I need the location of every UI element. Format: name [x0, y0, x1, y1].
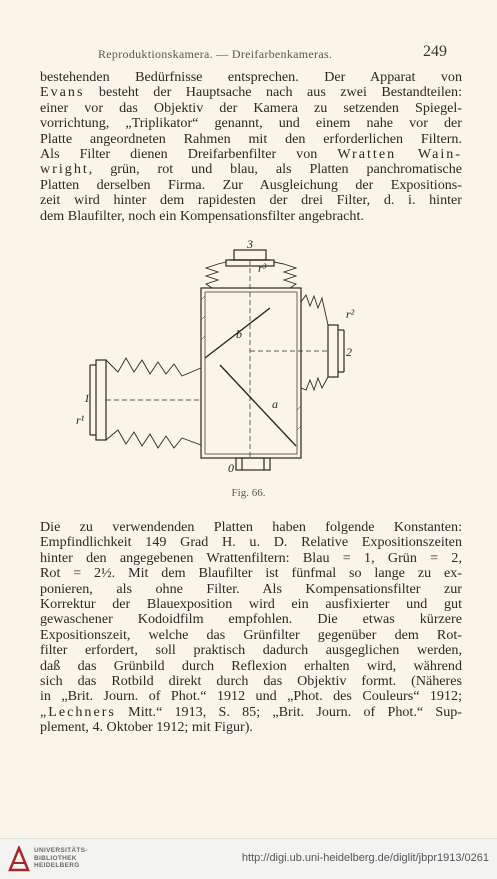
mirror-a	[220, 365, 296, 446]
text-line: daß das Grünbild durch Reflexion erhalten wird, während	[40, 657, 462, 674]
text-line: Platte angeordneten Rahmen mit den erforderlichen Filtern.	[40, 130, 462, 147]
person-name: Evans	[40, 84, 85, 101]
running-title: Reproduktionskamera. — Dreifarbenkameras.	[98, 47, 333, 61]
label-r2: r²	[346, 307, 355, 321]
text-line: dem Blaufilter, noch ein Kompensationsfilter angebracht.	[40, 207, 364, 224]
text-line: Platten derselben Firma. Zur Ausgleichung der Expositions-	[40, 176, 462, 193]
label-2: 2	[346, 345, 352, 359]
text-line: Korrektur der Blauexposition wird ein ausfixierter und gut	[40, 596, 462, 613]
text-line: Evans besteht der Hauptsache nach aus zwei Bestandteilen:	[40, 84, 462, 101]
text-line: Als Filter dienen Dreifarbenfilter von Wratten Wain-	[40, 146, 462, 163]
bottom-lens	[236, 458, 270, 470]
right-filter-holder	[328, 325, 338, 377]
text-line: ponieren, als ohne Filter. Als Kompensationsfilter zur	[40, 580, 462, 597]
triplikator-diagram	[60, 240, 420, 475]
text-line: filter erfordert, soll praktisch dadurch ausgeglichen werden,	[40, 642, 462, 659]
person-name: Wratten Wain-	[337, 146, 462, 163]
label-r3: r³	[258, 261, 267, 275]
text-line: Die zu verwendenden Platten haben folgende Konstanten:	[40, 519, 462, 535]
text-line: in „Brit. Journ. of Phot.“ 1912 und „Phot. des Couleurs“ 1912;	[40, 688, 462, 705]
text-line: zeit wird hinter dem rapidesten der drei Filter, d. i. hinter	[40, 192, 462, 209]
person-name: wright	[40, 161, 89, 178]
paragraph-1	[40, 70, 462, 224]
text-line: sich das Rotbild direkt durch das Objektiv formt. (Näheres	[40, 673, 462, 690]
text-line: plement, 4. Oktober 1912; mit Figur).	[40, 719, 253, 736]
main-box	[201, 288, 301, 458]
text-line: gewaschener Kodoidfilm empfohlen. Die etwas kürzere	[40, 611, 462, 628]
text-line: einer vor das Objektiv der Kamera zu setzenden Spiegel-	[40, 99, 462, 116]
text-line: bestehenden Bedürfnisse entsprechen. Der Apparat von	[40, 69, 462, 85]
text-line: Rot = 2½. Mit dem Blaufilter ist fünfmal so lange zu ex-	[40, 565, 462, 582]
person-name: „Lechners	[40, 703, 116, 720]
library-name: UNIVERSITÄTS- BIBLIOTHEK HEIDELBERG	[34, 847, 88, 869]
source-url-link[interactable]: http://digi.ub.uni-heidelberg.de/diglit/jbpr1913/0261	[241, 852, 489, 864]
text-line: Expositionszeit, welche das Grünfilter gegenüber dem Rot-	[40, 626, 462, 643]
label-r1: r¹	[76, 413, 85, 427]
text-line: vorrichtung, „Triplikator“ genannt, und einem nahe vor der	[40, 115, 462, 132]
label-o: 0	[228, 461, 234, 475]
text-line: Empfindlichkeit 149 Grad H. u. D. Relative Expositionszeiten	[40, 534, 462, 551]
paragraph-2	[40, 520, 462, 736]
left-filter-holder	[96, 360, 106, 440]
label-b: b	[236, 327, 242, 341]
digitization-footer	[0, 838, 497, 879]
label-1: 1	[84, 391, 90, 405]
page-number: 249	[423, 43, 447, 60]
top-filter-holder	[234, 250, 266, 260]
text-line: „Lechners Mitt.“ 1913, S. 85; „Brit. Journ. of Phot.“ Sup-	[40, 703, 462, 720]
text-line: wright, grün, rot und blau, als Platten panchromatische	[40, 161, 462, 178]
label-3: 3	[247, 240, 253, 251]
university-library-logo-icon	[8, 846, 30, 872]
text-line: hinter den angegebenen Wrattenfiltern: Blau = 1, Grün = 2,	[40, 549, 462, 566]
label-a: a	[272, 397, 278, 411]
figure-caption: Fig. 66.	[231, 487, 266, 499]
